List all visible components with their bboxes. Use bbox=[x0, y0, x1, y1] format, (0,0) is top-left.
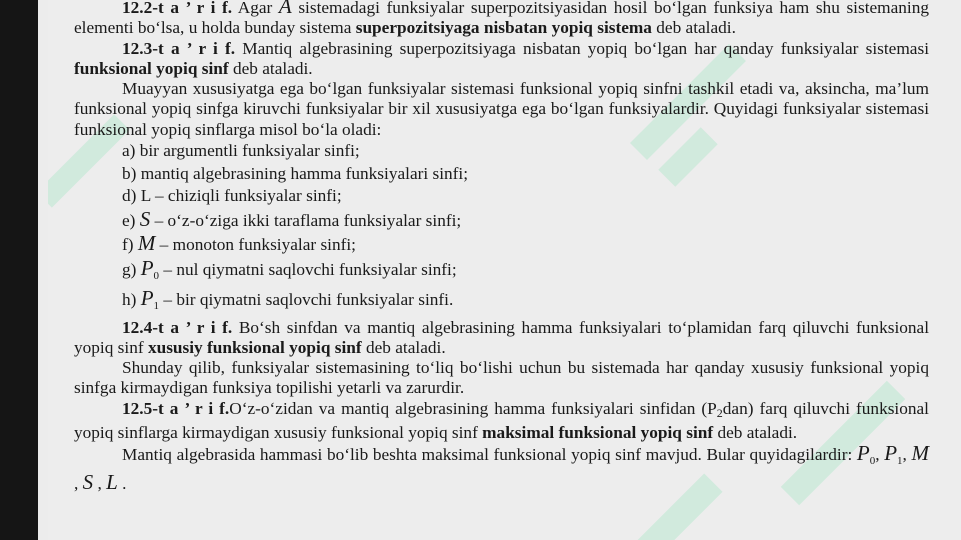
symbol-m: M bbox=[137, 231, 156, 256]
paragraph-conclusion bbox=[74, 443, 929, 494]
definition-number: 12.2-t a ’ r i f. bbox=[122, 0, 233, 17]
symbol-p: P bbox=[884, 441, 898, 466]
list-item bbox=[74, 287, 929, 318]
item-prefix: e) bbox=[122, 210, 140, 230]
separator: , bbox=[93, 473, 107, 493]
item-prefix: h) bbox=[122, 290, 141, 310]
defined-term: xususiy funksional yopiq sinf bbox=[147, 337, 362, 357]
symbol-m: M bbox=[911, 441, 930, 466]
text-run: sistemadagi funksiyalar superpozitsiyasidan hosil bo‘lgan funksiya ham shu sistemaning elementi bo‘lsa, u holda bunday sistema bbox=[74, 0, 929, 38]
item-text: – o‘z-o‘ziga ikki taraflama funksiyalar sinfi; bbox=[150, 210, 462, 230]
list-item bbox=[74, 185, 929, 208]
definition-number: 12.5-t a ’ r i f. bbox=[122, 398, 230, 418]
defined-term: maksimal funksional yopiq sinf bbox=[482, 423, 714, 443]
separator: , bbox=[74, 473, 83, 493]
symbol-l: L bbox=[140, 186, 151, 206]
item-prefix: d) bbox=[122, 186, 141, 206]
subscript: 2 bbox=[716, 405, 723, 420]
text-run: Mantiq algebrasida hammasi bo‘lib beshta maksimal funksional yopiq sinf mavjud. Bular quyidagilardir: bbox=[122, 445, 857, 465]
definition-12-5 bbox=[74, 399, 929, 444]
item-text: – monoton funksiyalar sinfi; bbox=[155, 235, 356, 255]
document-page bbox=[48, 0, 961, 540]
subscript: 0 bbox=[869, 455, 876, 468]
defined-term: funksional yopiq sinf bbox=[74, 58, 229, 78]
paragraph: Muayyan xususiyatga ega bo‘lgan funksiyalar sistemasi funksional yopiq sinfni tashkil etadi va, aksincha, ma’lum funksional yopiq sinfga kiruvchi funksiyalar bir xil xususiyatga ega bo‘lgan funksiyalardir. Quyidagi funksiyalar sistemasi funksional yopiq sinflarga misol bo‘la oladi: bbox=[74, 79, 929, 139]
symbol-a: A bbox=[278, 0, 292, 18]
text-run: Mantiq algebrasining superpozitsiyaga nisbatan yopiq bo‘lgan har qanday funksiyalar sistemasi bbox=[235, 38, 929, 58]
defined-term: superpozitsiyaga nisbatan yopiq sistema bbox=[355, 18, 652, 38]
separator: , bbox=[875, 445, 885, 465]
symbol-p: P bbox=[856, 441, 870, 466]
definition-12-4 bbox=[74, 318, 929, 359]
item-prefix: g) bbox=[122, 259, 141, 279]
symbol-p: P bbox=[140, 255, 154, 280]
symbol-s: S bbox=[82, 469, 94, 494]
item-text: – bir qiymatni saqlovchi funksiyalar sinfi. bbox=[159, 290, 454, 310]
symbol-l: L bbox=[106, 469, 118, 494]
symbol-s: S bbox=[139, 206, 151, 231]
text-run: deb ataladi. bbox=[651, 18, 736, 38]
text-run: deb ataladi. bbox=[361, 337, 446, 357]
definition-12-2 bbox=[74, 0, 929, 39]
text-run: O‘z-o‘zidan va mantiq algebrasining hamma funksiyalari sinfidan (P bbox=[229, 398, 717, 418]
text-run: deb ataladi. bbox=[713, 423, 798, 443]
paragraph: Shunday qilib, funksiyalar sistemasining to‘liq bo‘lishi uchun bu sistemada har qanday xususiy funksional yopiq sinfga kirmaydigan funksiya topilishi yetarli va zarurdir. bbox=[74, 358, 929, 398]
left-black-bar bbox=[0, 0, 38, 540]
symbol-p: P bbox=[140, 286, 154, 311]
subscript: 0 bbox=[153, 269, 160, 282]
definition-number: 12.3-t a ’ r i f. bbox=[122, 38, 236, 58]
list-item: b) mantiq algebrasining hamma funksiyalari sinfi; bbox=[122, 163, 469, 183]
item-text: – chiziqli funksiyalar sinfi; bbox=[150, 186, 342, 206]
text-run: Agar bbox=[232, 0, 279, 17]
text-run: Bo‘sh sinfdan va mantiq algebrasining hamma funksiyalari to‘plamidan farq qiluvchi funksional yopiq sinf bbox=[74, 317, 929, 357]
document-text bbox=[74, 0, 929, 494]
list-item bbox=[74, 257, 929, 288]
list-item: a) bir argumentli funksiyalar sinfi; bbox=[122, 141, 360, 161]
list-item bbox=[74, 208, 929, 233]
item-text: – nul qiymatni saqlovchi funksiyalar sinfi; bbox=[159, 259, 457, 279]
separator: , bbox=[902, 445, 912, 465]
list-item bbox=[74, 232, 929, 257]
text-run: dan) farq qiluvchi funksional yopiq sinflarga kirmaydigan xususiy funksional yopiq sinf bbox=[74, 398, 929, 443]
definition-12-3 bbox=[74, 39, 929, 80]
definition-number: 12.4-t a ’ r i f. bbox=[122, 317, 233, 337]
subscript: 1 bbox=[897, 455, 903, 468]
subscript: 1 bbox=[153, 300, 160, 313]
item-prefix: f) bbox=[122, 235, 138, 255]
text-run: . bbox=[117, 473, 127, 493]
text-run: deb ataladi. bbox=[228, 58, 313, 78]
